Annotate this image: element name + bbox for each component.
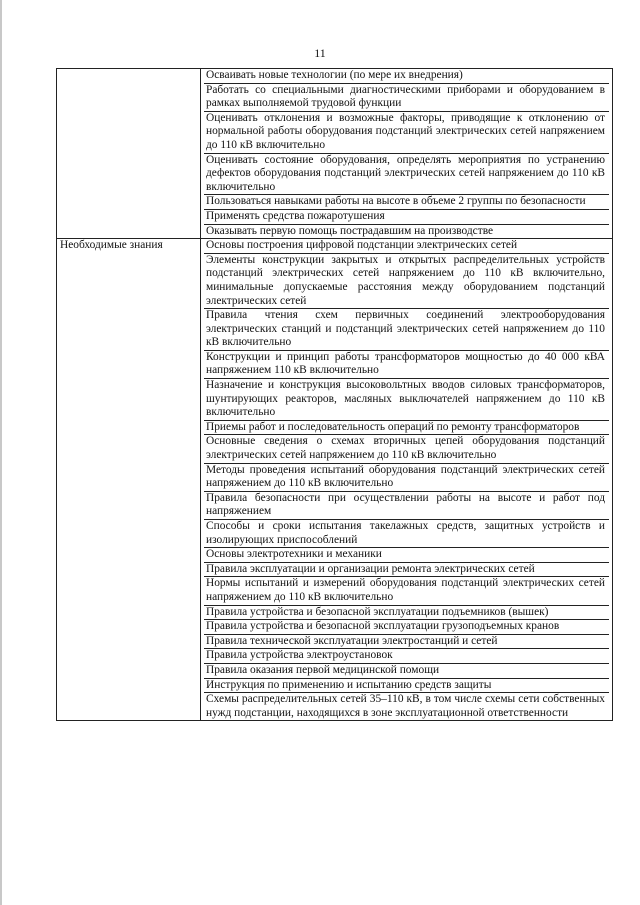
page-number: 11 [314, 46, 326, 60]
skills-items-cell [201, 69, 613, 239]
scan-edge [0, 0, 2, 905]
knowledge-item: Основы построения цифровой подстанции электрических сетей [204, 239, 609, 254]
knowledge-row [57, 239, 613, 721]
skill-item: Работать со специальными диагностическими приборами и оборудованием в рамках выполняемой трудовой функции [204, 84, 609, 112]
knowledge-item: Правила оказания первой медицинской помощи [204, 664, 609, 679]
knowledge-item: Способы и сроки испытания такелажных средств, защитных устройств и изолирующих приспособлений [204, 520, 609, 548]
skill-item: Оценивать состояние оборудования, определять мероприятия по устранению дефектов оборудования подстанций электрических сетей напряжением до 110 кВ включительно [204, 154, 609, 196]
knowledge-item: Методы проведения испытаний оборудования подстанций электрических сетей напряжением до 110 кВ включительно [204, 464, 609, 492]
skill-item: Пользоваться навыками работы на высоте в объеме 2 группы по безопасности [204, 195, 609, 210]
knowledge-item: Назначение и конструкция высоковольтных вводов силовых трансформаторов, шунтирующих реакторов, масляных выключателей напряжением до 110 кВ включительно [204, 379, 609, 421]
skill-item: Применять средства пожаротушения [204, 210, 609, 225]
knowledge-item: Правила устройства и безопасной эксплуатации грузоподъемных кранов [204, 620, 609, 635]
knowledge-item: Правила чтения схем первичных соединений электрооборудования электрических станций и подстанций электрических сетей напряжением до 110 кВ включительно [204, 309, 609, 351]
knowledge-item: Правила эксплуатации и организации ремонта электрических сетей [204, 563, 609, 578]
knowledge-items-cell [201, 239, 613, 721]
knowledge-item: Правила безопасности при осуществлении работы на высоте и работ под напряжением [204, 492, 609, 520]
knowledge-item: Приемы работ и последовательность операций по ремонту трансформаторов [204, 421, 609, 436]
skill-item: Осваивать новые технологии (по мере их внедрения) [204, 69, 609, 84]
skills-row [57, 69, 613, 239]
skills-label-cell [57, 69, 201, 239]
knowledge-item: Основные сведения о схемах вторичных цепей оборудования подстанций электрических сетей напряжением до 110 кВ включительно [204, 435, 609, 463]
knowledge-item: Правила устройства и безопасной эксплуатации подъемников (вышек) [204, 606, 609, 621]
knowledge-item: Элементы конструкции закрытых и открытых распределительных устройств подстанций электрических сетей напряжением до 110 кВ включительно, минимальные допускаемые расстояния между оборудованием подстанций электрических сетей [204, 254, 609, 309]
skill-item: Оценивать отклонения и возможные факторы, приводящие к отклонению от нормальной работы оборудования подстанций электрических сетей напряжением до 110 кВ включительно [204, 112, 609, 154]
knowledge-item: Конструкции и принцип работы трансформаторов мощностью до 40 000 кВА напряжением 110 кВ включительно [204, 351, 609, 379]
knowledge-item: Основы электротехники и механики [204, 548, 609, 563]
knowledge-item: Нормы испытаний и измерений оборудования подстанций электрических сетей напряжением до 110 кВ включительно [204, 577, 609, 605]
knowledge-item: Инструкция по применению и испытанию средств защиты [204, 679, 609, 694]
qualification-table [56, 68, 613, 721]
knowledge-label: Необходимые знания [57, 239, 201, 721]
skill-item: Оказывать первую помощь пострадавшим на производстве [206, 224, 494, 237]
knowledge-item: Правила устройства электроустановок [204, 649, 609, 664]
knowledge-item: Правила технической эксплуатации электростанций и сетей [204, 635, 609, 650]
knowledge-item: Схемы распределительных сетей 35–110 кВ, в том числе схемы сети собственных нужд подстанции, находящихся в зоне эксплуатационной ответственности [206, 693, 605, 719]
